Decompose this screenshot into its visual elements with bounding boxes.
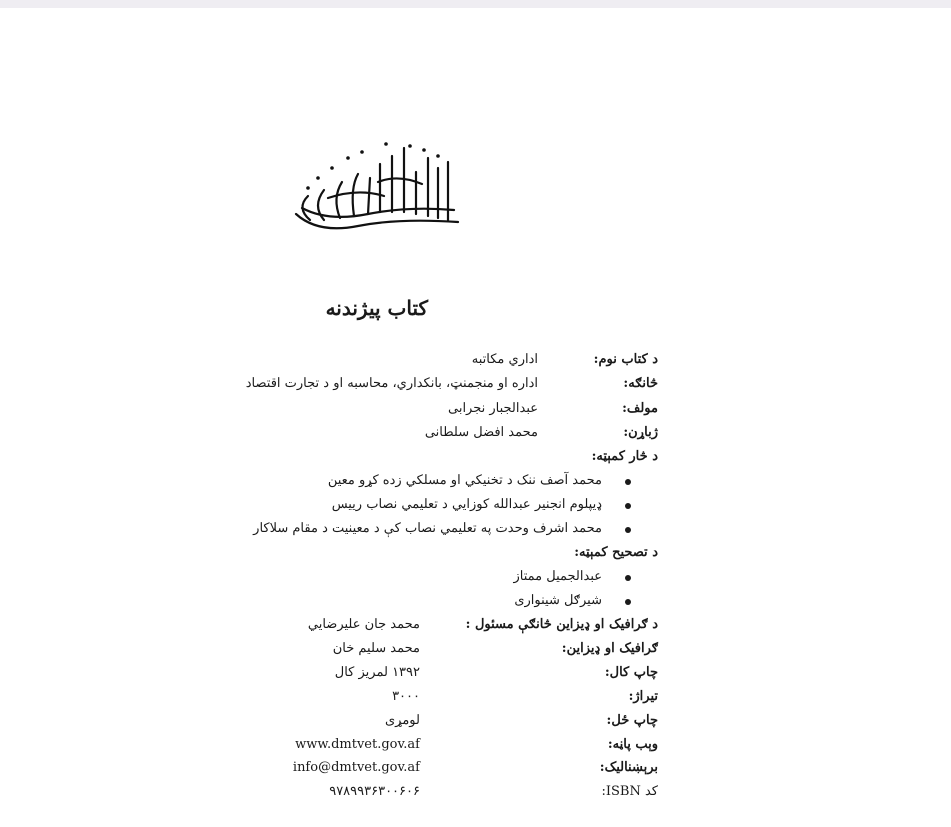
label-print-year: چاپ کال:: [604, 665, 658, 680]
value-isbn: ۹۷۸۹۹۳۶۳۰۰۶۰۶: [329, 784, 420, 799]
value-website: www.dmtvet.gov.af: [295, 737, 420, 752]
basmala-calligraphy: [288, 138, 466, 238]
bullet: [625, 479, 631, 485]
label-graphic-lead: د ګرافيک او ډيزاين څانګې مسئول :: [465, 617, 658, 632]
value-graphic-lead: محمد جان عليرضايي: [307, 617, 420, 632]
label-website: وېب پاڼه:: [607, 737, 658, 752]
label-author: مولف:: [622, 401, 658, 416]
value-book-name: اداري مکاتبه: [471, 352, 538, 367]
label-correction: د تصحيح کمېټه:: [574, 545, 658, 560]
value-circulation: ۳۰۰۰: [392, 689, 420, 704]
bullet: [625, 575, 631, 581]
label-circulation: تيراژ:: [628, 689, 658, 704]
correction-item: شيرګل شينواری: [514, 593, 602, 608]
oversight-item: محمد اشرف وحدت په تعليمي نصاب کې د معينيت د مقام سلاکار: [253, 521, 602, 536]
value-graphic-design: محمد سليم خان: [332, 641, 420, 656]
label-translator: ژباړن:: [623, 425, 658, 440]
value-email: info@dmtvet.gov.af: [292, 760, 420, 775]
oversight-item: محمد آصف ننک د تخنيکي او مسلکي زده کړو معين: [327, 473, 602, 488]
bullet: [625, 503, 631, 509]
label-edition: چاپ ځل:: [606, 713, 658, 728]
bullet: [625, 599, 631, 605]
label-field: څانګه:: [623, 376, 658, 391]
value-translator: محمد افضل سلطانی: [424, 425, 538, 440]
label-oversight: د څار کمېټه:: [591, 449, 658, 464]
value-author: عبدالجبار نجرابی: [447, 401, 538, 416]
page-title: کتاب پیژندنه: [325, 296, 428, 320]
oversight-item: ډيپلوم انجنير عبدالله کوزایي د تعليمي نصاب رييس: [331, 497, 602, 512]
label-book-name: د کتاب نوم:: [593, 352, 658, 367]
top-bar: [0, 0, 951, 8]
label-isbn: کد ISBN:: [601, 784, 658, 799]
bullet: [625, 527, 631, 533]
value-edition: لومړی: [385, 713, 420, 728]
correction-item: عبدالجميل ممتاز: [513, 569, 602, 584]
value-field: اداره او منجمنټ، بانکداري، محاسبه او د تجارت اقتصاد: [245, 376, 538, 391]
label-graphic-design: ګرافيک او ډيزاين:: [561, 641, 658, 656]
label-email: برېښناليک:: [599, 760, 658, 775]
value-print-year: ۱۳۹۲ لمريز کال: [334, 665, 420, 680]
